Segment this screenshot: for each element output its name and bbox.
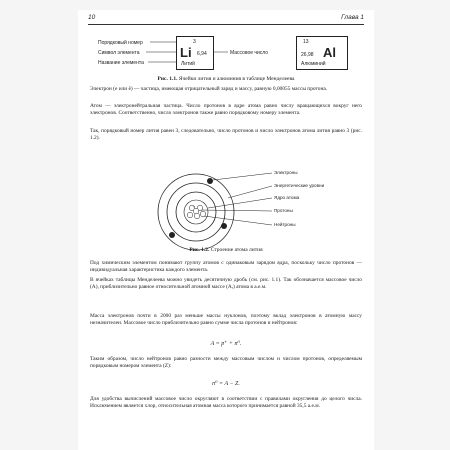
al-mass: 26,98: [301, 52, 314, 58]
paragraph-neutrons: Таким образом, число нейтронов равно разности между массовым числом и числом протонов, определяемым порядковым номером элемента (Z):: [90, 356, 362, 370]
al-symbol: Al: [323, 45, 336, 60]
chapter-title: Глава 1: [341, 14, 364, 21]
paragraph-chemical-element: Под химическим элементом понимают группу атомов с одинаковым зарядом ядра, поскольку число протонов — индивидуальная характеристика каждого элемента.: [90, 260, 362, 274]
label-ordinal-number: Порядковый номер: [98, 40, 143, 46]
label-energy-levels: Энергетические уровни: [274, 183, 325, 188]
formula-mass-number: A = p⁺ + n⁰.: [210, 341, 242, 347]
book-page: [78, 10, 374, 450]
al-number: 13: [303, 39, 309, 45]
figure-1-1-caption-text: Ячейки лития и алюминия в таблице Менделеева: [178, 76, 295, 82]
proton-mark: +: [193, 205, 195, 209]
al-name: Алюминий: [301, 61, 326, 67]
label-mass-number: Массовое число: [230, 50, 269, 56]
aluminium-cell: [296, 36, 348, 70]
figure-1-1-caption: [78, 76, 374, 82]
label-nucleus: Ядро атома: [274, 195, 300, 200]
paragraph-lithium: Так, порядковый номер лития равен 3, следовательно, число протонов и число электронов атома лития равно 3 (рис. 1.2).: [90, 128, 362, 142]
paragraph-atom: Атом — электронейтральная частица. Число протонов в ядре атома равно числу вращающихся вокруг него электронов. Соответственно, число электронов также равно порядковому номеру элемента.: [90, 103, 362, 117]
figure-1-2-caption: [78, 247, 374, 253]
label-neutrons: Нейтроны: [274, 222, 296, 227]
paragraph-electron: Электрон (e или ē) — частица, имеющая отрицательный заряд и массу, равную 0,00055 массы протона.: [90, 86, 328, 92]
page-number: 10: [88, 14, 96, 21]
figure-1-2-caption-number: Рис. 1.2.: [189, 247, 210, 253]
li-name: Литий: [181, 61, 195, 67]
paragraph-rounding: Для удобства вычислений массовое число округляют в соответствии с правилами округления до целого числа. Исключением является хлор, относительная атомная масса которого принимается равной 35,5 а.е.м.: [90, 396, 362, 410]
formula-neutrons: n⁰ = A − Z.: [212, 381, 240, 387]
label-element-symbol: Символ элемента: [98, 50, 140, 56]
label-electrons: Электроны: [274, 170, 298, 175]
figure-1-1: [78, 28, 374, 74]
figure-1-1-caption-number: Рис. 1.1.: [157, 76, 178, 82]
figure-1-2: [148, 164, 325, 260]
lithium-cell: [176, 36, 214, 70]
li-mass: 6,94: [197, 51, 207, 57]
header-rule: [88, 24, 364, 25]
page-header: [88, 14, 364, 26]
li-symbol: Li: [180, 45, 192, 60]
label-protons: Протоны: [274, 208, 293, 213]
figure-1-2-caption-text: Строение атома лития: [210, 247, 263, 253]
li-number: 3: [193, 39, 196, 45]
paragraph-mass-number: В ячейках таблицы Менделеева можно увидеть десятичную дробь (см. рис. 1.1). Так обозначается массовое число (A), приблизительно равное относительной атомной массе (Aᵣ) атома в а.е.м.: [90, 277, 362, 291]
label-element-name: Название элемента: [98, 60, 144, 66]
paragraph-electron-mass: Масса электронов почти в 2000 раз меньше массы нуклонов, поэтому вклад электронов в атомную массу незначителен. Массовое число приблизительно равно сумме числа протонов и нейтронов:: [90, 313, 362, 327]
